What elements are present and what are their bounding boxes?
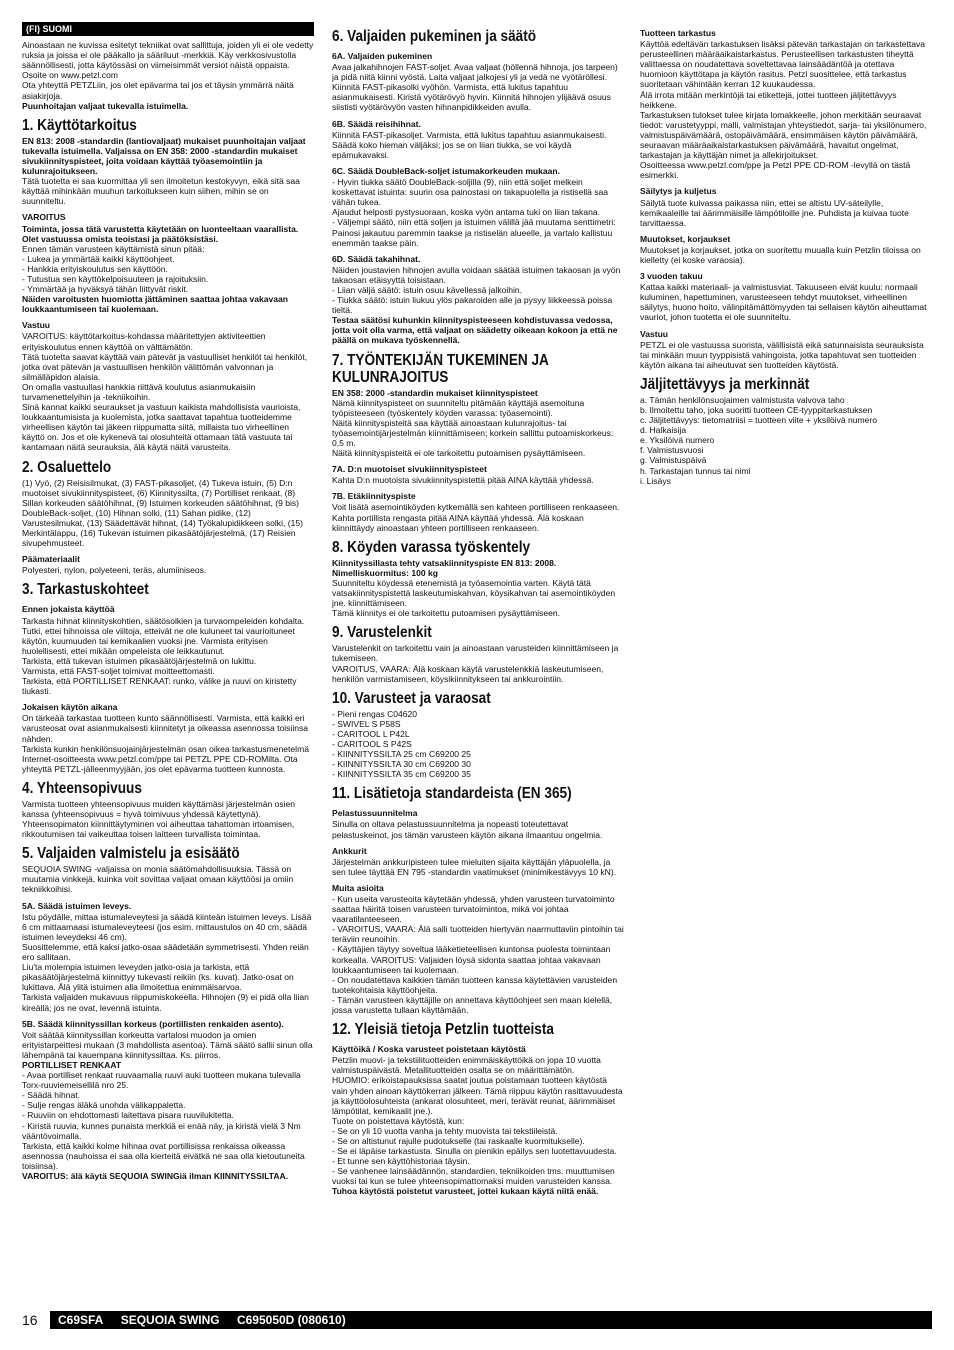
column-middle	[332, 22, 624, 1197]
section-heading: 1. Käyttötarkoitus	[22, 116, 137, 134]
paragraph: Näiden varoitusten huomiotta jättäminen saattaa johtaa vakavaan loukkaantumiseen tai kuolemaan.	[22, 294, 288, 315]
footer-bar	[50, 1311, 932, 1329]
paragraph: Istu pöydälle, mittaa istumaleveytesi ja säädä kiinteän istuimen leveys. Lisää 6 cm mittaamaasi istumaleveyteesi (jos esim. mittaustulos on 40 cm, säädä istuimen leveydeksi 46 cm). Suosittelemme, että kaksi jatko-osaa säädetään symmetrisesti. Yhden reiän ero sallitaan. Liu'ta molempia istuimen leveyden jatko-osia ja tarkista, että pikasäätöjärjestelmä kiinnittyy tukevasti reikiin (ks. kuvat). Jatko-osat on lukittava. Älä ylitä istuimen alla ilmoitettua enimmäisarvoa. Tarkista valjaiden mukavuus riippumiskokeella. Hihnojen (9) ei pidä olla liian kireällä; jos ne ovat, levennä istuinta.	[22, 911, 312, 1013]
column-right-content	[640, 28, 932, 486]
subheading: Käyttöikä / Koska varusteet poistetaan käytöstä	[332, 1044, 526, 1055]
paragraph: Säilytä tuote kuivassa paikassa niin, ettei se altistu UV-säteilylle, kemikaaleille tai äärimmäisille lämpötiloille jne. Puhdista ja kuivaa tuote tarvittaessa.	[640, 197, 909, 228]
paragraph: PETZL ei ole vastuussa suorista, välillisistä eikä satunnaisista seurauksista tai minkään muun tyyppisistä vahingoista, jotka tapahtuvat sen tuotteiden käytön aikana tai aiheutuvat sen tuotteiden käytöstä.	[640, 339, 924, 370]
section-heading: 6. Valjaiden pukeminen ja säätö	[332, 28, 537, 45]
section-heading: 10. Varusteet ja varaosat	[332, 689, 491, 707]
subheading: Muita asioita	[332, 882, 384, 893]
model-code: C69SFA	[58, 1313, 104, 1327]
paragraph: (1) Vyö, (2) Reisisilmukat, (3) FAST-pikasoljet, (4) Tukeva istuin, (5) D:n muotoiset sivukiinnityspisteet, (6) Kiinnityssilta, (7) Portilliset renkaat, (8) Sillan korkeuden säätöhihnat, (9) Istuimen korkeuden säätöhihnat, (9 bis) DoubleBack-soljet, (10) Hihnan solki, (11) Sahan pidike, (12) Varustesilmukat, (13) Säädettävät hihnat, (14) Työkalupidikkeen solki, (15) Merkintälappu, (16) Tukevan istuimen pikasäätöjärjestelmä, (17) Reisien sivupehmusteet.	[22, 477, 303, 549]
paragraph: On tärkeää tarkastaa tuotteen kunto säännöllisesti. Varmista, että kaikki eri varusteosat ovat asianmukaisesti kiinnitetyt ja oikeassa asennossa toisiinsa nähden. Tarkista kunkin henkilönsuojainjärjestelmän osan oikea tarkastusmenetelmä Internet-osoitteesta www.petzl.com/ppe tai PETZL PPE CD-ROMilta. Ota yhteyttä PETZL-jälleenmyyjään, jos olet epävarma tuotteen kunnosta.	[22, 713, 309, 774]
subheading: 6B. Säädä reisihihnat.	[332, 118, 421, 129]
product-name: SEQUOIA SWING	[120, 1313, 220, 1327]
subheading: Pelastussuunnitelma	[332, 808, 418, 819]
section-heading: 5. Valjaiden valmistelu ja esisäätö	[22, 845, 240, 863]
paragraph: Suunniteltu köydessä etenemistä ja työasemointia varten. Käytä tätä vatsakiinnityspistettä laskeutumiskahvan, köysikahvan tai asemointiköyden jne. kiinnittämiseen. Tämä kiinnitys ei ole tarkoitettu putoamisen pysäyttämiseen.	[332, 577, 616, 619]
subheading: Vastuu	[640, 328, 669, 339]
paragraph: Ainoastaan ne kuvissa esitetyt tekniikat ovat sallittuja, joiden yli ei ole vedetty ruksia ja joissa ei ole pääkallo ja sääriluut -merkkiä. Käy verkkosivustolla säännöllisesti, jotta käytössäsi on viimeisimmät versiot näistä oppaista. Osoite on www.petzl.com	[22, 40, 314, 81]
subheading: 6C. Säädä DoubleBack-soljet istumakorkeuden mukaan.	[332, 165, 560, 176]
paragraph: VAROITUS: käyttötarkoitus-kohdassa määritettyjen aktiviteettien erityiskoulutus ennen käyttöä on välttämätön. Tätä tuotetta saavat käyttää vain pätevät ja vastuulliset henkilöt tai henkilöt, jotka ovat pätevän ja vastuullisen henkilön välittömän valvonnan ja silmälläpidon alaisia. On omalla vastuullasi hankkia riittävä koulutus asianmukaisiin turvamenettelyihin ja -tekniikoihin. Sinä kannat kaikki seuraukset ja vastuun kaikista mahdollisista vaurioista, loukkaantumisista ja kuolemista, jotka saattavat tapahtua tuotteidemme virheellisen käytön tai jäkeen riippumatta siitä, millaista tuo virheellinen käyttö on. Jos et ole kykenevä tai olosuhteitä ottamaan tätä vastuuta tai kantamaan näitä seurauksia, älä käytä näitä varusteita.	[22, 331, 308, 453]
paragraph: - Kun useita varusteoita käytetään yhdessä, yhden varusteen turvatoiminto saattaa häiritä toisen varusteen turvatoimintoa, mikä voi johtaa vaaratilanteeseen. - VAROITUS, VAARA: Älä salli tuotteiden hiertyvän naarmuttaviin pintoihin tai teräviin reunoihin. - Käyttäjien täytyy soveltua lääketieteellisen kuntonsa puolesta toimintaan korkealla. VAROITUS: Valjaiden löysä sidonta saattaa johtaa vakavaan loukkaantumiseen tai kuolemaan. - On noudatettava kaikkien tämän tuotteen kanssa käytettävien varusteiden tuotekohtaisia käyttöohjeita. - Tämän varusteen käyttäjille on annettava käyttöohjeet sen maan kielellä, jossa varustetta tullaan käyttämään.	[332, 894, 624, 1016]
paragraph: Tätä tuotetta ei saa kuormittaa yli sen ilmoitetun kestokyvyn, eikä sitä saa käyttää mihinkään muuhun tarkoitukseen kuin siihen, mihin se on suunniteltu.	[22, 176, 300, 207]
paragraph: Tarkasta hihnat kiinnityskohtien, säätösolkien ja turvaompeleiden kohdalta. Tutki, ettei hihnoissa ole viiltoja, etteivät ne ole kuluneet tai vaurioituneet käytön, kuumuuden tai kemikaalien vuoksi jne. Varmista erityisen huolellisesti, ettei mikään ompeleista ole leikkautunut. Tarkista, että tukevan istuimen pikasäätöjärjestelmä on lukittu. Varmista, että FAST-soljet toimivat moitteettomasti. Tarkista, että PORTILLISET RENKAAT: runko, välike ja ruuvi on kiristetty tiukasti.	[22, 615, 305, 697]
paragraph: EN 358: 2000 -standardin mukaiset kiinnityspisteet	[332, 387, 538, 398]
paragraph: PORTILLISET RENKAAT	[22, 1059, 122, 1070]
section-heading: 3. Tarkastuskohteet	[22, 581, 149, 599]
subheading: Jokaisen käytön aikana	[22, 702, 118, 713]
paragraph: Polyesteri, nylon, polyeteeni, teräs, alumiiniseos.	[22, 565, 207, 576]
subheading: Muutokset, korjaukset	[640, 233, 731, 244]
section-heading: 4. Yhteensopivuus	[22, 779, 142, 797]
column-middle-content	[332, 28, 624, 1197]
paragraph: Varmista tuotteen yhteensopivuus muiden käyttämäsi järjestelmän osien kanssa (yhteensopivuus = hyvä toimivuus yhdessä käytettynä). Yhteensopimaton kiinnittäytyminen voi aiheuttaa tahattoman irtoamisen, rikkoutumisen tai vaikeuttaa toisen laitteen turvallista toimintaa.	[22, 798, 296, 840]
section-heading: 2. Osaluettelo	[22, 458, 112, 476]
column-right	[640, 22, 932, 486]
paragraph: EN 813: 2008 -standardin (lantiovaljaat) mukaiset puunhoitajan valjaat tukevalla istuimella. Valjaissa on EN 358: 2000 -standardin mukaiset sivukiinnityspisteet, joita voidaan käyttää työasemointiin ja kulunrajoitukseen.	[22, 135, 306, 177]
subheading: 6A. Valjaiden pukeminen	[332, 51, 433, 61]
paragraph: Puunhoitajan valjaat tukevalla istuimella.	[22, 100, 189, 111]
paragraph: Testaa säätösi kuhunkin kiinnityspisteeseen kohdistuvassa vedossa, jotta voit olla varma, että valjaat on säädetty oikeaan kokoon ja että ne päällä on mukava työskennellä.	[332, 315, 618, 346]
paragraph: a. Tämän henkilönsuojaimen valmistusta valvova taho b. Ilmoitettu taho, joka suoritti tuotteen CE-tyyppitarkastuksen c. Jäljitettävyys: tietomatriisi = tuotteen viite + yksilöivä numero d. Halkaisija e. Yksilöivä numero f. Valmistusvuosi g. Valmistuspäivä h. Tarkastajan tunnus tai nimi i. Lisäys	[640, 394, 878, 486]
paragraph: Avaa jalkahihnojen FAST-soljet. Avaa valjaat (höllennä hihnoja, jos tarpeen) ja pidä niitä kiinni vyöstä. Laita valjaat jalkojesi yli ja vedä ne vyötäröllesi. Kiinnitä FAST-pikasolki vyöhön. Varmista, että lukitus tapahtuu asianmukaisesti. Kiristä vyötärövyö hyvin. Kiinnitä hihnojen ylijäävä osuus siististi vyötärövyön vasten hihnanpidikkeiden avulla.	[332, 62, 618, 113]
subheading: Vastuu	[22, 320, 51, 331]
page-number: 16	[22, 1312, 38, 1328]
paragraph: VAROITUS: älä käytä SEQUOIA SWINGiä ilman KIINNITYSSILTAA.	[22, 1171, 289, 1181]
subheading: VAROITUS	[22, 212, 66, 223]
subheading: 7A. D:n muotoiset sivukiinnityspisteet	[332, 464, 487, 475]
paragraph: Muutokset ja korjaukset, jotka on suoritettu muualla kuin Petzlin tiloissa on kielletty (ei koske varaosia).	[640, 244, 921, 265]
subheading: Tuotteen tarkastus	[640, 28, 716, 38]
subheading: 5B. Säädä kiinnityssillan korkeus (portillisten renkaiden asento).	[22, 1018, 284, 1029]
language-header: (FI) SUOMI	[22, 22, 314, 36]
subheading: Ankkurit	[332, 845, 367, 856]
section-heading: 11. Lisätietoja standardeista (EN 365)	[332, 785, 572, 803]
subheading: 3 vuoden takuu	[640, 271, 703, 282]
document-ref: C695050D (080610)	[236, 1313, 346, 1327]
paragraph: Petzlin muovi- ja tekstiilituotteiden enimmäiskäyttöikä on jopa 10 vuotta valmistuspäivästä. Metallituotteiden osalta se on määrittämätön. HUOMIO: erikoistapauksissa saatat joutua poistamaan tuotteen käytöstä vain yhden ainoan käyttökerran jälkeen. Tämä riippuu käytön rasittavuudesta ja käyttöolosuhteista (ankarat olosuhteet, meri, terävät reunat, äärimmäiset lämpötilat, kemikaalit jne.). Tuote on poistettava käytöstä, kun: - Se on yli 10 vuotta vanha ja tehty muovista tai tekstiileistä. - Se on altistunut rajulle pudotukselle (tai raskaalle kuormitukselle). - Se ei läpäise tarkastusta. Sinulla on pienikin epäilys sen luotettavuudesta. - Et tunne sen käyttöhistoriaa täysin. - Se vanhenee lainsäädännön, standardien, tekniikoiden tms. muuttumisen vuoksi tai kun se tulee yhteensopimattomaksi muiden varusteiden kanssa.	[332, 1055, 623, 1187]
paragraph: Tuhoa käytöstä poistetut varusteet, jottei kukaan käytä niitä enää.	[332, 1186, 599, 1197]
paragraph: - Pieni rengas C04620 - SWIVEL S P58S - CARITOOL L P42L - CARITOOL S P42S - KIINNITYSSILTA 25 cm C69200 25 - KIINNITYSSILTA 30 cm C69200 30 - KIINNITYSSILTA 35 cm C69200 35	[332, 708, 471, 780]
paragraph: - Avaa portilliset renkaat ruuvaamalla ruuvi auki tuotteen mukana tulevalla Torx-ruuviemeisellilä nro 25. - Säädä hihnat. - Sulje rengas äläkä unohda välikappaletta. - Ruuviin on ehdottomasti laitettava pisara ruuvilukitetta. - Kiristä ruuvia, kunnes punaista merkkiä ei enää näy, ja kiristä vielä 3 Nm vääntövoimalla. Tarkista, että kaikki kolme hihnaa ovat portillisissa renkaissa oikeassa asennossa (nauhoissa ei saa olla kierteitä eivätkä ne saa olla kietoutuneita toisiinsa).	[22, 1070, 305, 1171]
paragraph: Käyttöä edeltävän tarkastuksen lisäksi pätevän tarkastajan on tarkastettava perusteellinen määräaikaistarkastus. Perusteellisen tarkastusten tiheyttä valittaessa on noudatettava soveltettavaa lainsäädäntöä ja otettava huomioon käyttötapa ja käytön rasitus. Petzl suosittelee, että tarkastus suoritetaan vähintään kerran 12 kuukaudessa. Älä irrota mitään merkintöjä tai etikettejä, jottei tuotteen jäljitettävyys heikkene. Tarkastuksen tulokset tulee kirjata lomakkeelle, johon merkitään seuraavat tiedot: varustetyyppi, malli, valmistajan yhteystiedot, sarja- tai yksilönumero, valmistuspäivämäärä, ostopäivämäärä, ensimmäisen käytön päivämäärä, seuraavan määräaikaistarkastuksen päivämäärä, havaitut ongelmat, tarkastajan ja käyttäjän nimet ja allekirjoitukset. Osoitteessa www.petzl.com/ppe ja Petzl PPE CD-ROM -levyllä on tästä esimerkki.	[640, 39, 927, 181]
subheading: 5A. Säädä istuimen leveys.	[22, 900, 132, 911]
section-heading: 12. Yleisiä tietoja Petzlin tuotteista	[332, 1021, 554, 1039]
paragraph: Järjestelmän ankkuripisteen tulee mieluiten sijaita käyttäjän yläpuolella, ja sen tulee täyttää EN 795 -standardin vaatimukset (minimikestävyys 10 kN).	[332, 856, 617, 877]
paragraph: Nämä kiinnityspisteet on suunniteltu pitämään käyttäjä asemoituna työpisteeseen (työskentely köyden varassa: työasemointi). Näitä kiinnityspisteitä saa käyttää ainoastaan kulunrajoitus- tai työasemointijärjestelmän kiinnittämiseen; korkein sallittu putoamiskorkeus: 0,5 m. Näitä kiinnityspisteitä ei ole tarkoitettu putoamisen pysäyttämiseen.	[332, 397, 614, 459]
section-heading: 9. Varustelenkit	[332, 624, 432, 642]
column-left-content	[22, 40, 314, 1181]
column-left	[22, 22, 314, 1181]
paragraph: Voit lisätä asemointiköyden kytkemällä sen kahteen portilliseen renkaaseen. Kahta portillista rengasta pitää AINA käyttää yhdessä. Älä koskaan kiinnittäydy ainoastaan yhteen portilliseen renkaaseen.	[332, 502, 620, 533]
paragraph: Kattaa kaikki materiaali- ja valmistusviat. Takuuseen eivät kuulu: normaali kuluminen, hapettuminen, varusteeseen tehdyt muutokset, virheellinen säilytys, huono hoito, välinpitämättömyyden tai sellaisen käytön aiheuttamat vauriot, johon tuotetta ei ole suunniteltu.	[640, 282, 927, 323]
paragraph: Kahta D:n muotoista sivukiinnityspistettä pitää AINA käyttää yhdessä.	[332, 475, 594, 486]
paragraph: Kiinnityssillasta tehty vatsakiinnityspiste EN 813: 2008. Nimelliskuormitus: 100 kg	[332, 557, 557, 578]
subheading: Päämateriaalit	[22, 554, 80, 565]
subheading: 6D. Säädä takahihnat.	[332, 253, 421, 264]
subheading: Säilytys ja kuljetus	[640, 186, 717, 197]
paragraph: Ennen tämän varusteen käyttämistä sinun pitää: - Lukea ja ymmärtää kaikki käyttöohjeet. - Hankkia erityiskoulutus sen käyttöön. - Tutustua sen käyttökelpoisuuteen ja rajoituksiin. - Ymmärtää ja hyväksyä tähän liittyvät riskit.	[22, 243, 209, 295]
section-heading: 8. Köyden varassa työskentely	[332, 538, 531, 556]
section-heading: Jäljitettävyys ja merkinnät	[640, 375, 810, 393]
section-heading: 7. TYÖNTEKIJÄN TUKEMINEN JA KULUNRAJOITUS	[332, 351, 549, 386]
paragraph: Voit säätää kiinnityssillan korkeutta vartalosi muodon ja omien erityistarpeittesi mukaan (3 mahdollista asentoa). Tämä säätö sallii sinun olla lähempänä tai kauempana kiinnityssiltaa. Ks. piirros.	[22, 1029, 313, 1060]
paragraph: Varustelenkit on tarkoitettu vain ja ainoastaan varusteiden kiinnittämiseen ja tukemiseen. VAROITUS, VAARA: Älä koskaan käytä varustelenkkiä laskeutumiseen, henkilön varmistamiseen, köysikiinnitykseen tai ankkurointiin.	[332, 643, 619, 684]
paragraph: Kiinnitä FAST-pikasoljet. Varmista, että lukitus tapahtuu asianmukaisesti. Säädä koko hieman väljäksi; jos se on liian tiukka, se voi käydä epämukavaksi.	[332, 129, 607, 160]
paragraph: SEQUOIA SWING -valjaissa on monia säätömahdollisuuksia. Tässä on muutamia vinkkejä, kuinka voit sovittaa valjaat omaan käyttöösi ja omiin tekniikkoihisi.	[22, 864, 294, 895]
subheading: 7B. Etäkiinnityspiste	[332, 491, 416, 502]
paragraph: Toiminta, jossa tätä varustetta käytetään on luonteeltaan vaarallista. Olet vastuussa omista teoistasi ja päätöksistäsi.	[22, 223, 299, 244]
paragraph: - Hyvin tiukka säätö DoubleBack-soljilla (9), niin että soljet melkein koskettavat istuinta: suurin osa painostasi on takapuolella ja ristisellä saa vähän tukea. Ajaudut helposti pystysuoraan, koska vyön antama tuki on liian takana. - Väljempi säätö, niin että soljen ja istuimen välillä jää muutama senttimetri: Painosi jakautuu paremmin taakse ja ristiselän alueelle, ja vartalo kallistuu enemmän taakse päin.	[332, 177, 616, 248]
paragraph: Sinulla on oltava pelastussuunnitelma ja nopeasti toteutettavat pelastuskeinot, jos tämän varusteen käytön aikana ilmaantuu ongelmia.	[332, 819, 603, 840]
page-footer	[22, 1311, 932, 1329]
paragraph: Näiden joustavien hihnojen avulla voidaan säätää istuimen takaosan ja vyön takaosan etäisyyttä toisistaan. - Liian väljä säätö: istuin osuu kävellessä jalkoihin. - Tiukka säätö: istuin liukuu ylös pakaroiden alle ja pysyy liikkeessä poissa tieltä.	[332, 264, 621, 316]
subheading: Ennen jokaista käyttöä	[22, 604, 115, 615]
paragraph: Ota yhteyttä PETZLiin, jos olet epävarma tai jos et täysin ymmärrä näitä asiakirjoja.	[22, 80, 294, 101]
